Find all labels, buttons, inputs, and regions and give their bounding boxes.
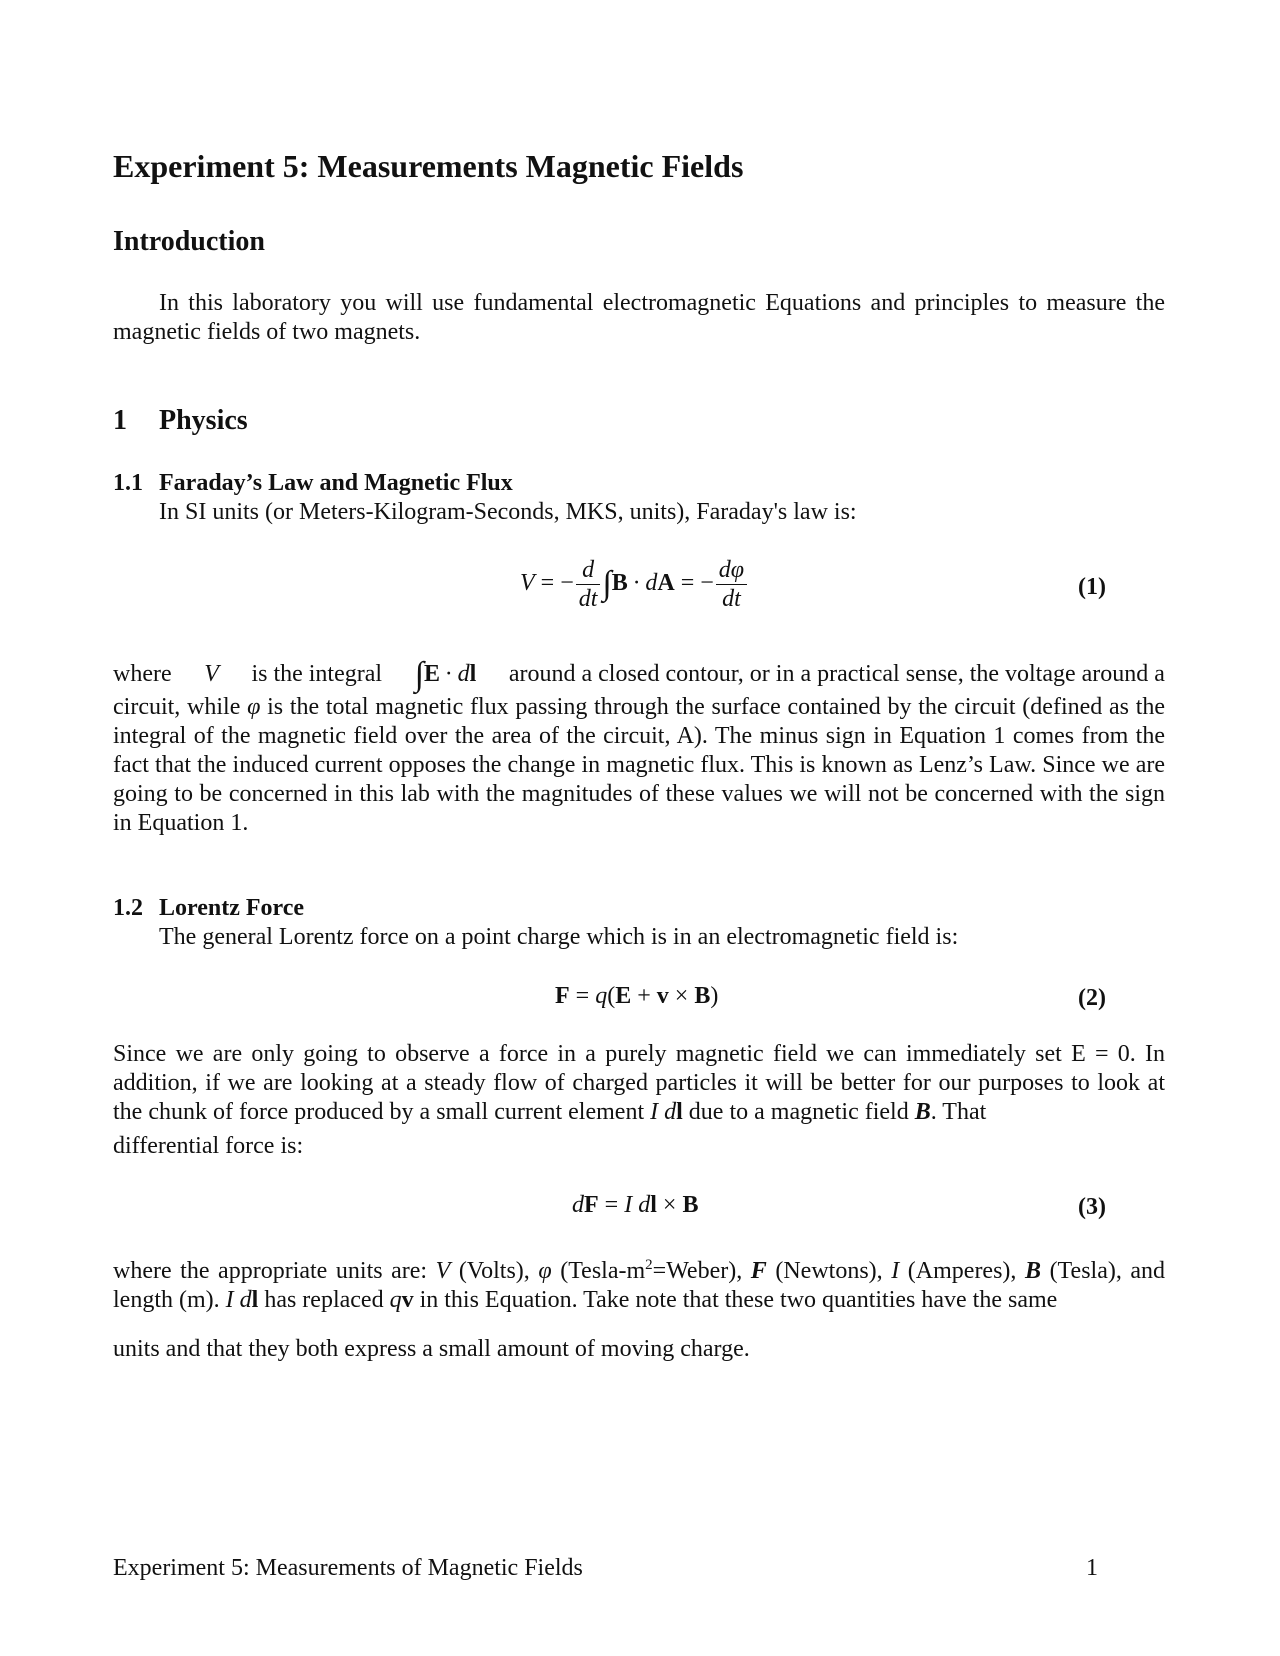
subsection-1-1-title: Faraday’s Law and Magnetic Flux bbox=[159, 470, 513, 496]
introduction-heading: Introduction bbox=[113, 226, 265, 257]
text-length: and length (m). bbox=[113, 1258, 1166, 1313]
faraday-explanation-line-1 bbox=[113, 656, 1165, 694]
subsection-1-2-number: 1.2 bbox=[113, 895, 143, 921]
subsection-1-2-heading bbox=[113, 895, 304, 922]
text-flux-explanation: is the total magnetic flux passing through the surface contained by the circuit (defined as the integral of the magnetic field over the area of the circuit, A). The minus sign in Equation 1 comes from the fact that the induced current opposes the change in magnetic flux. This is known as Lenz’s Law. Since we are going to be concerned in this lab with the magnitudes of these values we will not be concerned with the sign in Equation 1. bbox=[113, 694, 1166, 836]
magnetic-force-paragraph: Since we are only going to observe a force in a purely magnetic field we can immediately set E = 0. In addition, if we are looking at a steady flow of charged particles it will be better for our purposes to look at the chunk of force produced by a small current element I dl due to a magnetic field B. That bbox=[113, 1041, 1165, 1125]
units-last-line: units and that they both express a small amount of moving charge. bbox=[113, 1336, 750, 1362]
text-same-units: in this Equation. Take note that these two quantities have the same bbox=[419, 1287, 1058, 1313]
equation-1-number: (1) bbox=[1078, 574, 1106, 600]
equation-3: dF = I dl × B bbox=[572, 1192, 699, 1218]
equation-3-number: (3) bbox=[1078, 1194, 1106, 1220]
text-that: . That bbox=[930, 1099, 987, 1125]
text-units-intro: where the appropriate units are: bbox=[113, 1258, 428, 1284]
symbol-v: V bbox=[204, 661, 219, 687]
text-circuit-while: circuit, while bbox=[113, 694, 241, 720]
equation-2: F = q(E + v × B) bbox=[555, 983, 719, 1009]
faraday-explanation-paragraph bbox=[113, 693, 1165, 838]
equation-2-number: (2) bbox=[1078, 985, 1106, 1011]
text-amperes: (Amperes), bbox=[907, 1258, 1017, 1284]
introduction-paragraph: In this laboratory you will use fundamental electromagnetic Equations and principles to measure the magnetic fields of two magnets. bbox=[113, 290, 1165, 345]
text-is-integral: is the integral bbox=[251, 661, 383, 687]
differential-force-intro: differential force is: bbox=[113, 1133, 304, 1159]
text-tesla-m: (Tesla-m bbox=[560, 1258, 646, 1284]
faraday-intro: In SI units (or Meters-Kilogram-Seconds, MKS, units), Faraday's law is: bbox=[159, 499, 857, 525]
subsection-1-1-heading bbox=[113, 470, 513, 497]
fraction-d-dt: $\frac{d}{dt}$ bbox=[576, 556, 601, 613]
lorentz-intro: The general Lorentz force on a point charge which is in an electromagnetic field is: bbox=[159, 924, 959, 950]
subsection-1-2-title: Lorentz Force bbox=[159, 895, 305, 921]
text-newtons: (Newtons), bbox=[775, 1258, 883, 1284]
page-number: 1 bbox=[1086, 1555, 1098, 1581]
text-where: where bbox=[113, 661, 172, 687]
document-title: Experiment 5: Measurements Magnetic Fields bbox=[113, 148, 744, 184]
symbol-i: I bbox=[650, 1099, 659, 1125]
section-1-number: 1 bbox=[113, 405, 127, 436]
units-paragraph: where the appropriate units are: V (Volts), φ $(Tesla-m^2=Weber)$, F (Newtons), I (Amperes), B (Tesla), and length (m). I dl has replaced qv in this Equation. Take note that these two quantities have the same bbox=[113, 1257, 1166, 1313]
text-volts: (Volts), bbox=[458, 1258, 530, 1284]
text-due-to-field: due to a magnetic field bbox=[688, 1099, 909, 1125]
symbol-b: B bbox=[914, 1099, 931, 1125]
text-tesla: (Tesla), bbox=[1049, 1258, 1122, 1284]
text-weber: =Weber), bbox=[652, 1258, 743, 1284]
text-around: around a closed contour, or in a practical sense, the voltage around a bbox=[508, 661, 1165, 687]
text-has-replaced: has replaced bbox=[264, 1287, 384, 1313]
section-1-heading bbox=[113, 405, 248, 437]
section-1-title: Physics bbox=[159, 405, 248, 436]
symbol-phi: φ bbox=[247, 694, 261, 720]
fraction-dphi-dt: $\frac{d\varphi}{dt}$ bbox=[716, 556, 747, 613]
equation-1: V = − $\frac{d}{dt}$ ∫B · dA = − $\frac{d\varphi}{dt}$ bbox=[520, 556, 749, 613]
integral-e-dl: ∫E · dl bbox=[414, 656, 477, 693]
superscript-2: 2 bbox=[645, 1257, 653, 1273]
footer-title: Experiment 5: Measurements of Magnetic Fields bbox=[113, 1555, 583, 1581]
subsection-1-1-number: 1.1 bbox=[113, 470, 143, 496]
text-force-setup: Since we are only going to observe a force in a purely magnetic field we can immediately set E = 0. In addition, if we are looking at a steady flow of charged particles it will be better for our purposes to look at the chunk of force produced by a small current element bbox=[113, 1041, 1165, 1125]
